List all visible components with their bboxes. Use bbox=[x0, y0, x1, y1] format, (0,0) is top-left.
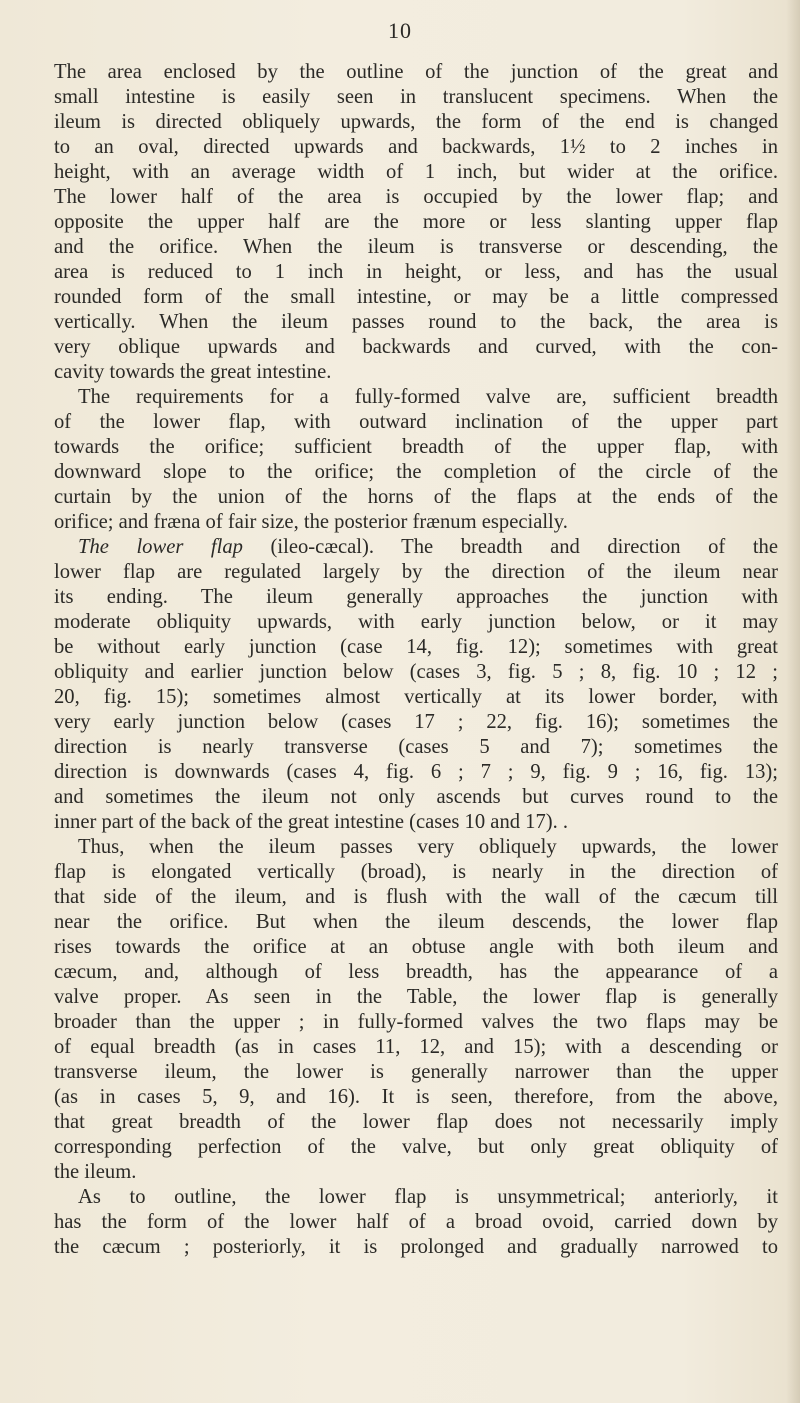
text-line-23: moderate obliquity upwards, with early junction below, or it may bbox=[54, 611, 778, 633]
text-line-30: and sometimes the ileum not only ascends but curves round to the bbox=[54, 786, 778, 808]
text-line-48: the cæcum ; posteriorly, it is prolonged and gradually narrowed to bbox=[54, 1236, 778, 1258]
text-line-20-rest: (ileo-cæcal). The breadth and direction of the bbox=[270, 536, 778, 558]
italic-heading-lower-flap: The lower flap bbox=[78, 536, 243, 558]
text-line-21: lower flap are regulated largely by the direction of the ileum near bbox=[54, 561, 778, 583]
text-line-28: direction is nearly transverse (cases 5 and 7); sometimes the bbox=[54, 736, 778, 758]
text-line-44: corresponding perfection of the valve, but only great obliquity of bbox=[54, 1136, 778, 1158]
text-line-8: and the orifice. When the ileum is transverse or descending, the bbox=[54, 236, 778, 258]
text-line-29: direction is downwards (cases 4, fig. 6 ; 7 ; 9, fig. 9 ; 16, fig. 13); bbox=[54, 761, 778, 783]
text-line-2: small intestine is easily seen in translucent specimens. When the bbox=[54, 86, 778, 108]
text-line-34: that side of the ileum, and is flush with the wall of the cæcum till bbox=[54, 886, 778, 908]
text-line-4: to an oval, directed upwards and backwards, 1½ to 2 inches in bbox=[54, 136, 778, 158]
text-line-36: rises towards the orifice at an obtuse angle with both ileum and bbox=[54, 936, 778, 958]
text-line-22: its ending. The ileum generally approaches the junction with bbox=[54, 586, 778, 608]
text-line-9: area is reduced to 1 inch in height, or less, and has the usual bbox=[54, 261, 778, 283]
text-line-7: opposite the upper half are the more or less slanting upper flap bbox=[54, 211, 778, 233]
page-edge-shadow bbox=[786, 0, 800, 1403]
text-line-41: transverse ileum, the lower is generally narrower than the upper bbox=[54, 1061, 778, 1083]
text-line-14: The requirements for a fully-formed valve are, sufficient breadth bbox=[78, 386, 778, 408]
text-line-31: inner part of the back of the great intestine (cases 10 and 17). . bbox=[54, 811, 569, 833]
text-line-1: The area enclosed by the outline of the junction of the great and bbox=[54, 61, 778, 83]
text-line-12: very oblique upwards and backwards and curved, with the con- bbox=[54, 336, 778, 358]
text-line-32: Thus, when the ileum passes very obliquely upwards, the lower bbox=[78, 836, 778, 858]
text-line-45: the ileum. bbox=[54, 1161, 137, 1183]
body-text bbox=[54, 60, 778, 1260]
text-line-27: very early junction below (cases 17 ; 22, fig. 16); sometimes the bbox=[54, 711, 778, 733]
text-line-43: that great breadth of the lower flap does not necessarily imply bbox=[54, 1111, 778, 1133]
text-line-16: towards the orifice; sufficient breadth of the upper flap, with bbox=[54, 436, 778, 458]
text-line-24: be without early junction (case 14, fig. 12); sometimes with great bbox=[54, 636, 778, 658]
text-line-38: valve proper. As seen in the Table, the lower flap is generally bbox=[54, 986, 778, 1008]
text-line-40: of equal breadth (as in cases 11, 12, and 15); with a descending or bbox=[54, 1036, 778, 1058]
text-line-39: broader than the upper ; in fully-formed valves the two flaps may be bbox=[54, 1011, 778, 1033]
text-line-13: cavity towards the great intestine. bbox=[54, 361, 332, 383]
text-line-37: cæcum, and, although of less breadth, has the appearance of a bbox=[54, 961, 778, 983]
page-number: 10 bbox=[388, 18, 412, 43]
text-line-10: rounded form of the small intestine, or may be a little compressed bbox=[54, 286, 778, 308]
text-line-35: near the orifice. But when the ileum descends, the lower flap bbox=[54, 911, 778, 933]
text-line-5: height, with an average width of 1 inch, but wider at the orifice. bbox=[54, 161, 778, 183]
text-line-6: The lower half of the area is occupied by the lower flap; and bbox=[54, 186, 778, 208]
text-line-25: obliquity and earlier junction below (cases 3, fig. 5 ; 8, fig. 10 ; 12 ; bbox=[54, 661, 778, 683]
text-line-20 bbox=[54, 535, 778, 560]
text-line-19: orifice; and fræna of fair size, the posterior frænum especially. bbox=[54, 511, 568, 533]
text-line-33: flap is elongated vertically (broad), is nearly in the direction of bbox=[54, 861, 778, 883]
text-line-11: vertically. When the ileum passes round to the back, the area is bbox=[54, 311, 778, 333]
text-line-46: As to outline, the lower flap is unsymmetrical; anteriorly, it bbox=[78, 1186, 778, 1208]
text-line-15: of the lower flap, with outward inclination of the upper part bbox=[54, 411, 778, 433]
text-line-47: has the form of the lower half of a broad ovoid, carried down by bbox=[54, 1211, 778, 1233]
text-line-26: 20, fig. 15); sometimes almost vertically at its lower border, with bbox=[54, 686, 778, 708]
text-line-17: downward slope to the orifice; the completion of the circle of the bbox=[54, 461, 778, 483]
text-line-3: ileum is directed obliquely upwards, the form of the end is changed bbox=[54, 111, 778, 133]
text-line-18: curtain by the union of the horns of the flaps at the ends of the bbox=[54, 486, 778, 508]
text-line-42: (as in cases 5, 9, and 16). It is seen, therefore, from the above, bbox=[54, 1086, 778, 1108]
